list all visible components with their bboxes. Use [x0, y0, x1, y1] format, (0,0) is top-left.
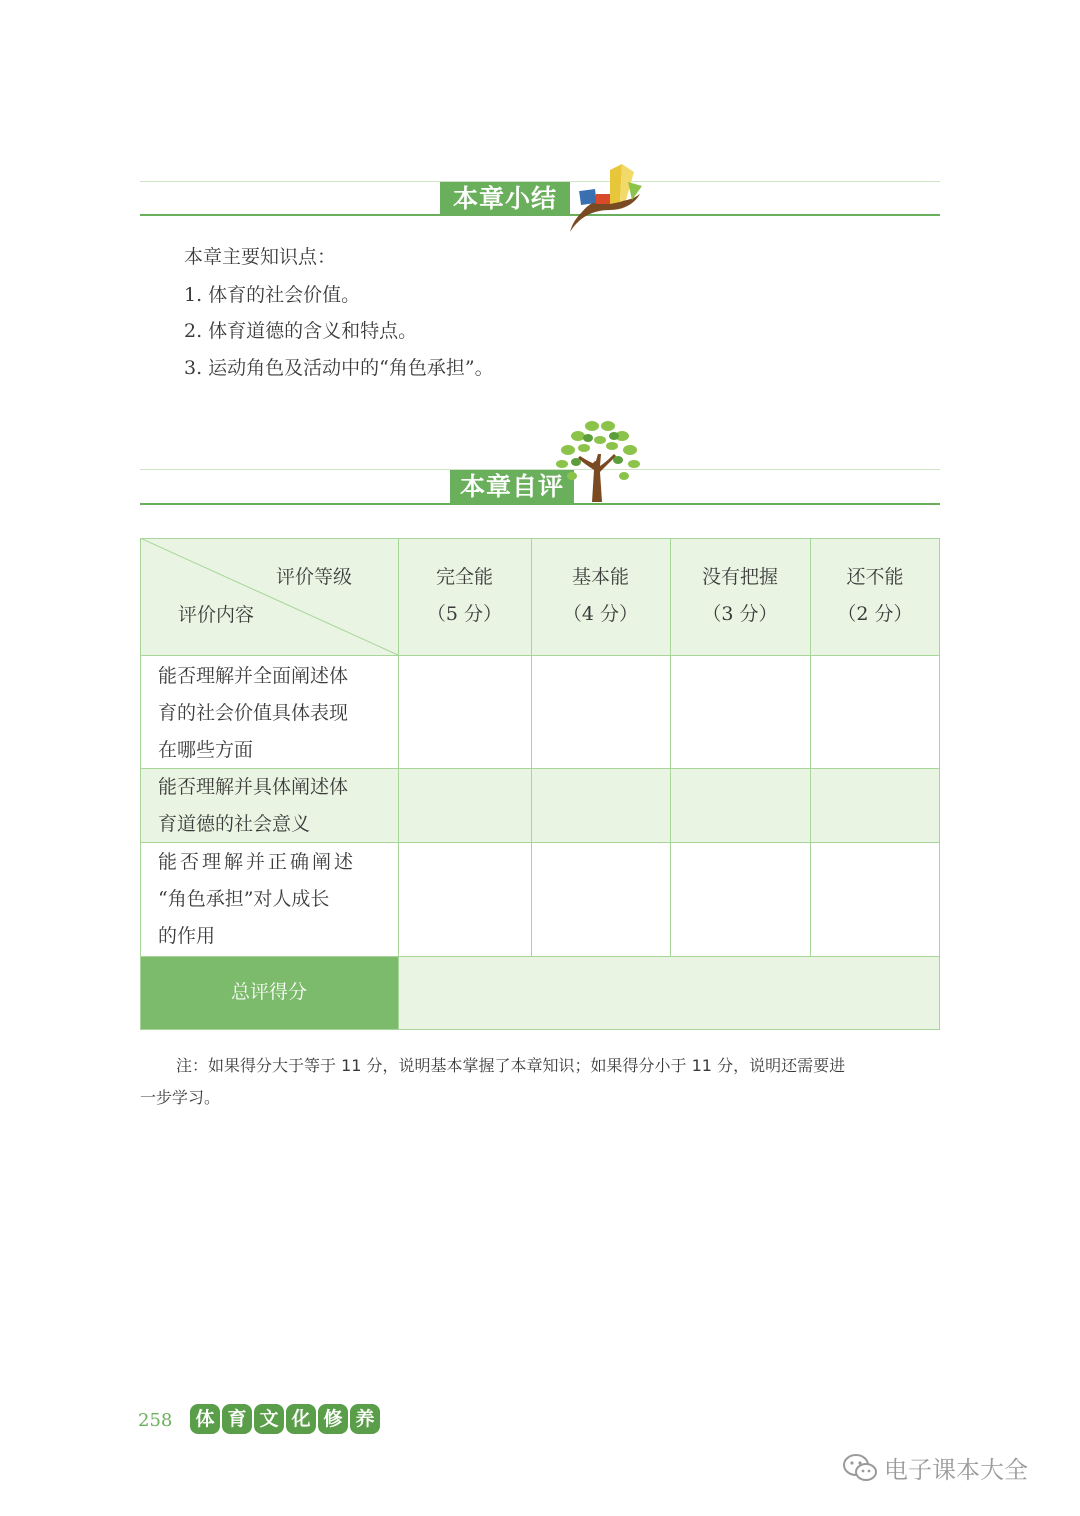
eval-item-1: 能否理解并全面阐述体 育的社会价值具体表现 在哪些方面 [158, 665, 349, 761]
level-full: 完全能 （5 分） [426, 566, 503, 625]
book-title-char: 体 [190, 1404, 220, 1434]
summary-point-1: 1. 体育的社会价值。 [184, 284, 361, 306]
tree-icon [548, 414, 644, 506]
total-score-value-cell [398, 956, 940, 1030]
level-unsure: 没有把握 （3 分） [701, 566, 778, 625]
wechat-icon [842, 1453, 878, 1483]
summary-point-2: 2. 体育道德的含义和特点。 [184, 320, 418, 342]
self-eval-title: 本章自评 [450, 470, 574, 504]
eval-item-3: 能否理解并正确阐述 “角色承担”对人成长 的作用 [158, 851, 357, 947]
summary-point-3: 3. 运动角色及活动中的“角色承担”。 [184, 357, 494, 379]
corner-level-label: 评价等级 [276, 566, 353, 588]
total-score-label: 总评得分 [230, 981, 307, 1003]
corner-content-label: 评价内容 [178, 604, 255, 626]
level-cannot: 还不能 （2 分） [837, 566, 913, 625]
note-line-2: 一步学习。 [140, 1088, 221, 1107]
grid-line [140, 956, 940, 957]
book-title-char: 化 [286, 1404, 316, 1434]
grid-line [140, 655, 940, 656]
eval-item-2: 能否理解并具体阐述体 育道德的社会意义 [158, 776, 349, 835]
self-eval-table [140, 538, 940, 1030]
book-title-char: 文 [254, 1404, 284, 1434]
grid-line [140, 538, 940, 539]
level-basic: 基本能 （4 分） [562, 566, 639, 625]
watermark [842, 1450, 1028, 1485]
note-line-1: 注：如果得分大于等于 11 分，说明基本掌握了本章知识；如果得分小于 11 分，说明还需要进 [176, 1056, 846, 1075]
summary-title: 本章小结 [440, 182, 570, 216]
summary-intro: 本章主要知识点： [184, 246, 337, 268]
book-title-char: 修 [318, 1404, 348, 1434]
page-number: 258 [138, 1410, 173, 1431]
book-title-char: 育 [222, 1404, 252, 1434]
book-title-char: 养 [350, 1404, 380, 1434]
book-title [190, 1404, 380, 1434]
hand-books-icon [566, 160, 646, 236]
watermark-text: 电子课本大全 [884, 1456, 1028, 1484]
grid-line [140, 538, 141, 1030]
grid-line [140, 1029, 940, 1030]
